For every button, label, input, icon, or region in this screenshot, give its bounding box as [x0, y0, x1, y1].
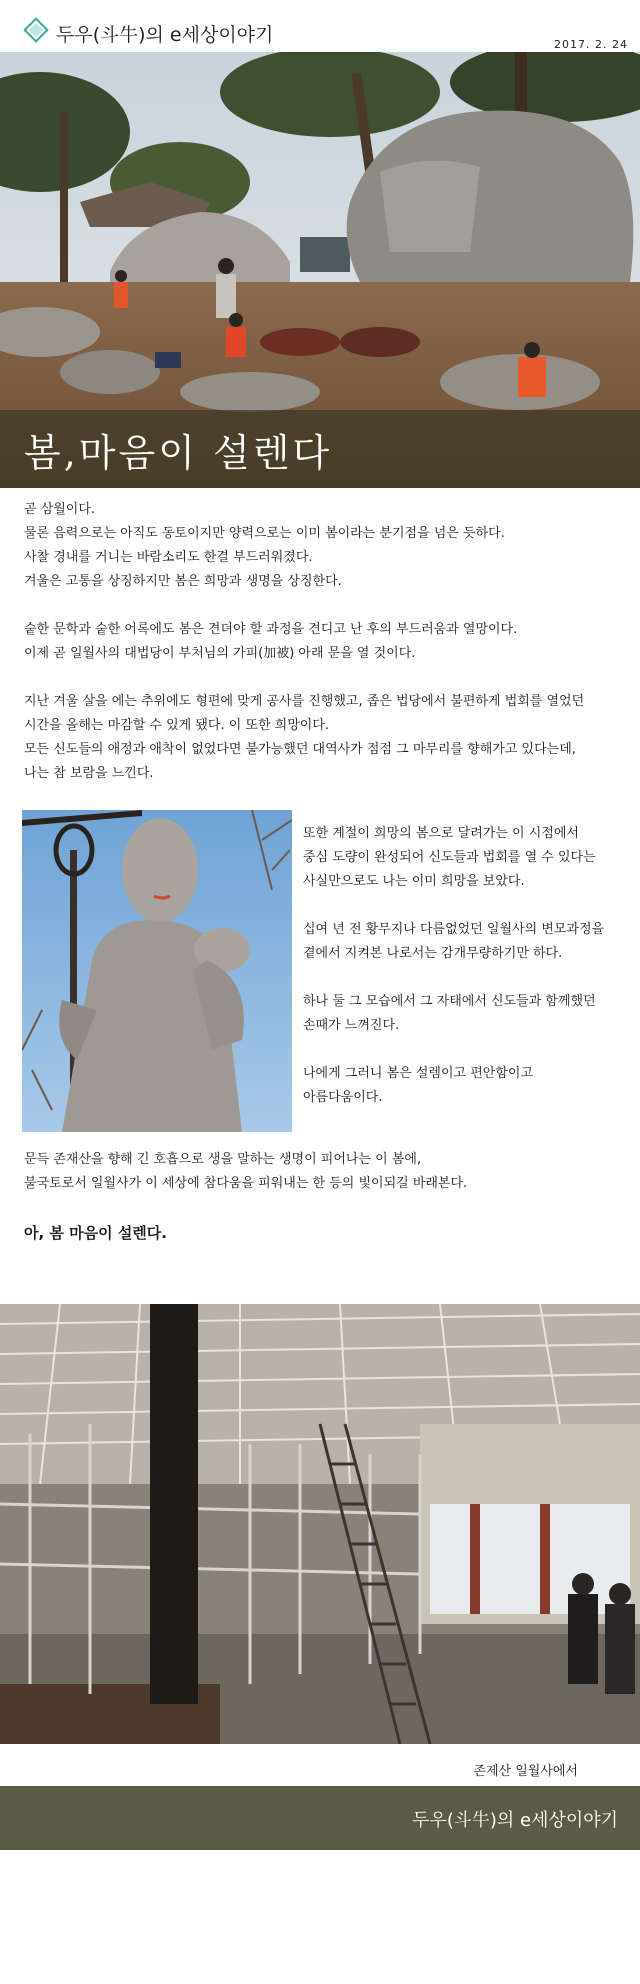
text-line: 하나 둘 그 모습에서 그 자태에서 신도들과 함께했던: [303, 994, 596, 1009]
text-line: 불국토로서 일월사가 이 세상에 참다움을 피워내는 한 등의 빛이되길 바래본다.: [24, 1176, 468, 1191]
footer-site-title[interactable]: 두우(斗牛)의 e세상이야기: [412, 1810, 618, 1831]
text-line: 문득 존재산을 향해 긴 호흡으로 생을 말하는 생명이 피어나는 이 봄에,: [24, 1152, 422, 1167]
text-line: 나에게 그러니 봄은 설렘이고 편안함이고: [303, 1066, 534, 1081]
text-line: 물론 음력으로는 아직도 동토이지만 양력으로는 이미 봄이라는 분기점을 넘은 듯하다.: [24, 526, 505, 541]
diamond-logo-icon: [22, 16, 50, 44]
text-line: 모든 신도들의 애정과 애착이 없었다면 불가능했던 대역사가 점점 그 마무리를 향해가고 있다는데,: [24, 742, 576, 757]
paragraph-4: [24, 1148, 614, 1196]
paragraph-2: [24, 618, 614, 666]
text-line: 손때가 느껴진다.: [303, 1018, 400, 1033]
hero-title: 봄,마음이 설렌다: [24, 431, 333, 475]
text-line: 시간을 올해는 마감할 수 있게 됐다. 이 또한 희망이다.: [24, 718, 330, 733]
site-title[interactable]: 두우(斗牛)의 e세상이야기: [56, 24, 274, 46]
text-line: 사찰 경내를 거니는 바람소리도 한결 부드러워졌다.: [24, 550, 313, 565]
paragraph-1: [24, 498, 614, 594]
side-paragraph-2: [303, 918, 633, 966]
text-line: 지난 겨울 살을 에는 추위에도 형편에 맞게 공사를 진행했고, 좁은 법당에서 불편하게 법회를 열었던: [24, 694, 585, 709]
text-line: 아름다움이다.: [303, 1090, 383, 1105]
page-footer: [0, 1786, 640, 1850]
side-paragraph-1: [303, 822, 633, 894]
side-paragraph-3: [303, 990, 633, 1038]
text-line: 곁에서 지켜본 나로서는 감개무량하기만 하다.: [303, 946, 563, 961]
text-line: 곧 삼월이다.: [24, 502, 96, 517]
text-line: 십여 년 전 황무지나 다름없었던 일월사의 변모과정을: [303, 922, 605, 937]
hero-title-bar: [0, 410, 640, 488]
text-line: 이제 곧 일월사의 대법당이 부처님의 가피(加被) 아래 문을 열 것이다.: [24, 646, 416, 661]
hero-photo: [0, 52, 640, 488]
text-line: 또한 계절이 희망의 봄으로 달려가는 이 시점에서: [303, 826, 579, 841]
text-line: 중심 도량이 완성되어 신도들과 법회를 열 수 있다는: [303, 850, 596, 865]
text-line: 사실만으로도 나는 이미 희망을 보았다.: [303, 874, 525, 889]
closing-line: 아, 봄 마음이 설렌다.: [24, 1224, 167, 1242]
text-line: 숱한 문학과 숱한 어록에도 봄은 견뎌야 할 과정을 견디고 난 후의 부드러움과 열망이다.: [24, 622, 518, 637]
statue-photo: [22, 810, 292, 1132]
photo-caption: 존제산 일월사에서: [473, 1764, 578, 1779]
page-header: [0, 0, 640, 52]
construction-photo: [0, 1304, 640, 1744]
paragraph-3: [24, 690, 614, 786]
text-line: 나는 참 보람을 느낀다.: [24, 766, 154, 781]
text-line: 겨울은 고통을 상징하지만 봄은 희망과 생명을 상징한다.: [24, 574, 342, 589]
post-date: 2017. 2. 24: [554, 38, 628, 51]
side-paragraph-4: [303, 1062, 633, 1110]
